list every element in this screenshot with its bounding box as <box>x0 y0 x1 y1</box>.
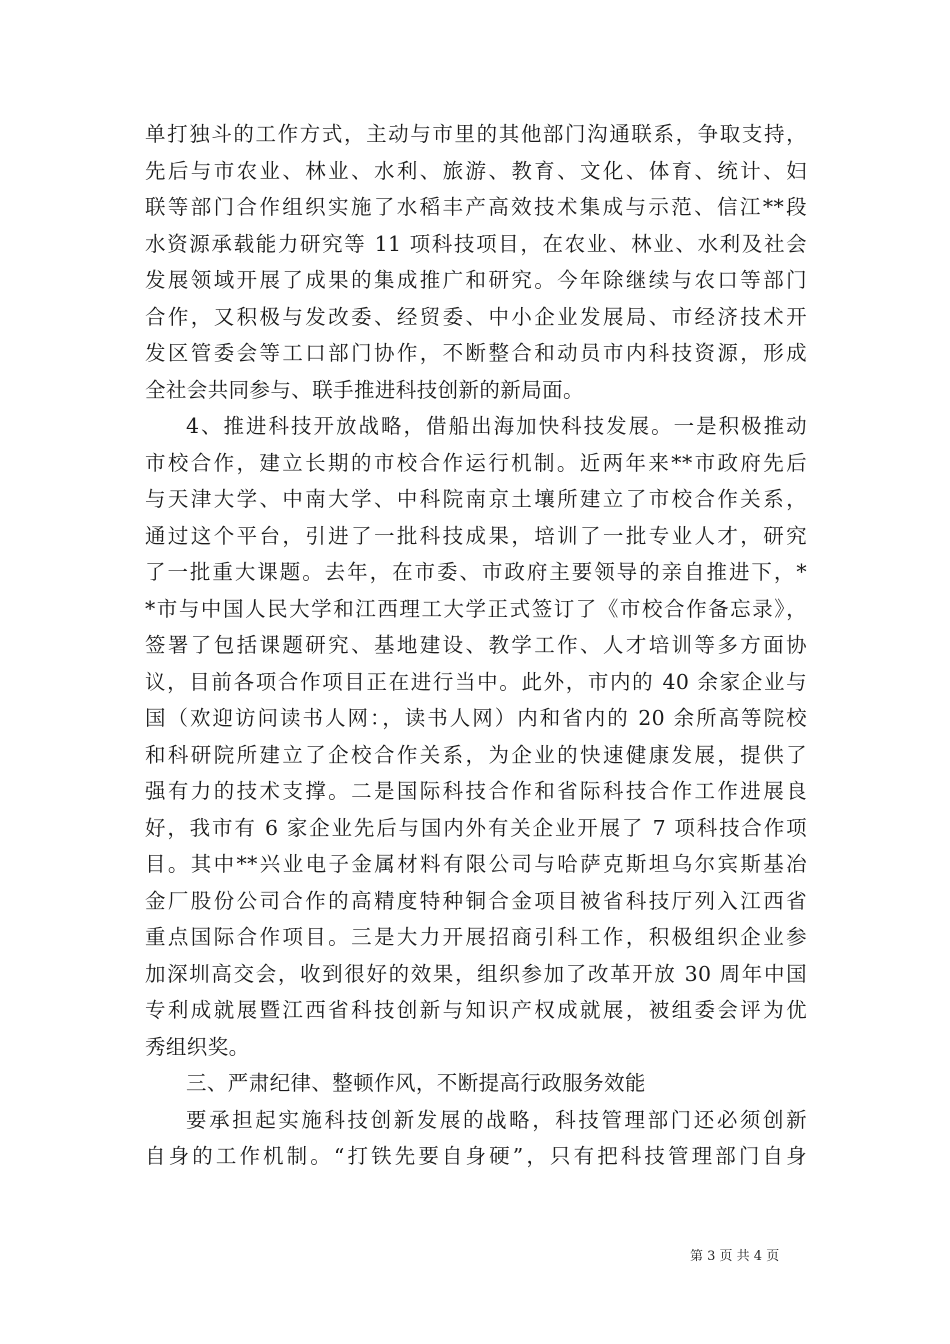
body-line-25: 专利成就展暨江西省科技创新与知识产权成就展，被组委会评为优 <box>145 998 807 1022</box>
body-line-23: 重点国际合作项目。三是大力开展招商引科工作，积极组织企业参 <box>145 925 807 949</box>
body-line-22: 金厂股份公司合作的高精度特种铜合金项目被省科技厅列入江西省 <box>145 888 807 913</box>
page-number-footer: 第 3 页 共 4 页 <box>690 1249 780 1264</box>
body-line-10: 市校合作，建立长期的市校合作运行机制。近两年来**市政府先后 <box>145 450 807 475</box>
body-line-17: 国（欢迎访问读书人网：，读书人网）内和省内的 20 余所高等院校 <box>145 706 807 730</box>
body-line-29: 自身的工作机制。“打铁先要自身硬”，只有把科技管理部门自身 <box>145 1144 807 1168</box>
document-body <box>145 116 807 1175</box>
body-line-12: 通过这个平台，引进了一批科技成果，培训了一批专业人才，研究 <box>145 523 807 548</box>
body-line-28: 要承担起实施科技创新发展的战略，科技管理部门还必须创新 <box>186 1107 807 1132</box>
body-line-6: 合作，又积极与发改委、经贸委、中小企业发展局、市经济技术开 <box>145 304 807 329</box>
body-line-3: 联等部门合作组织实施了水稻丰产高效技术集成与示范、信江**段 <box>145 195 807 219</box>
body-line-18: 和科研院所建立了企校合作关系，为企业的快速健康发展，提供了 <box>145 742 807 767</box>
body-line-15: 签署了包括课题研究、基地建设、教学工作、人才培训等多方面协 <box>145 633 807 657</box>
section-heading: 三、严肃纪律、整顿作风，不断提高行政服务效能 <box>186 1071 646 1095</box>
body-line-20: 好，我市有 6 家企业先后与国内外有关企业开展了 7 项科技合作项 <box>145 815 807 840</box>
body-line-24: 加深圳高交会，收到很好的效果，组织参加了改革开放 30 周年中国 <box>145 961 807 986</box>
body-line-9: 4、推进科技开放战略，借船出海加快科技发展。一是积极推动 <box>186 414 807 438</box>
body-line-16: 议，目前各项合作项目正在进行当中。此外，市内的 40 余家企业与 <box>145 669 807 694</box>
body-line-11: 与天津大学、中南大学、中科院南京土壤所建立了市校合作关系， <box>145 487 807 511</box>
body-line-26: 秀组织奖。 <box>145 1034 250 1059</box>
body-line-13: 了一批重大课题。去年，在市委、市政府主要领导的亲自推进下，* <box>145 560 807 584</box>
body-line-14: *市与中国人民大学和江西理工大学正式签订了《市校合作备忘录》， <box>145 596 807 621</box>
body-line-21: 目。其中**兴业电子金属材料有限公司与哈萨克斯坦乌尔宾斯基冶 <box>145 852 807 876</box>
body-line-8: 全社会共同参与、联手推进科技创新的新局面。 <box>145 377 584 402</box>
body-line-7: 发区管委会等工口部门协作，不断整合和动员市内科技资源，形成 <box>145 341 807 365</box>
body-line-2: 先后与市农业、林业、水利、旅游、教育、文化、体育、统计、妇 <box>145 158 807 183</box>
body-line-4: 水资源承载能力研究等 11 项科技项目，在农业、林业、水利及社会 <box>145 231 807 256</box>
body-line-1: 单打独斗的工作方式，主动与市里的其他部门沟通联系，争取支持， <box>145 122 807 146</box>
body-line-19: 强有力的技术支撑。二是国际科技合作和省际科技合作工作进展良 <box>145 779 807 803</box>
body-line-5: 发展领域开展了成果的集成推广和研究。今年除继续与农口等部门 <box>145 268 807 292</box>
